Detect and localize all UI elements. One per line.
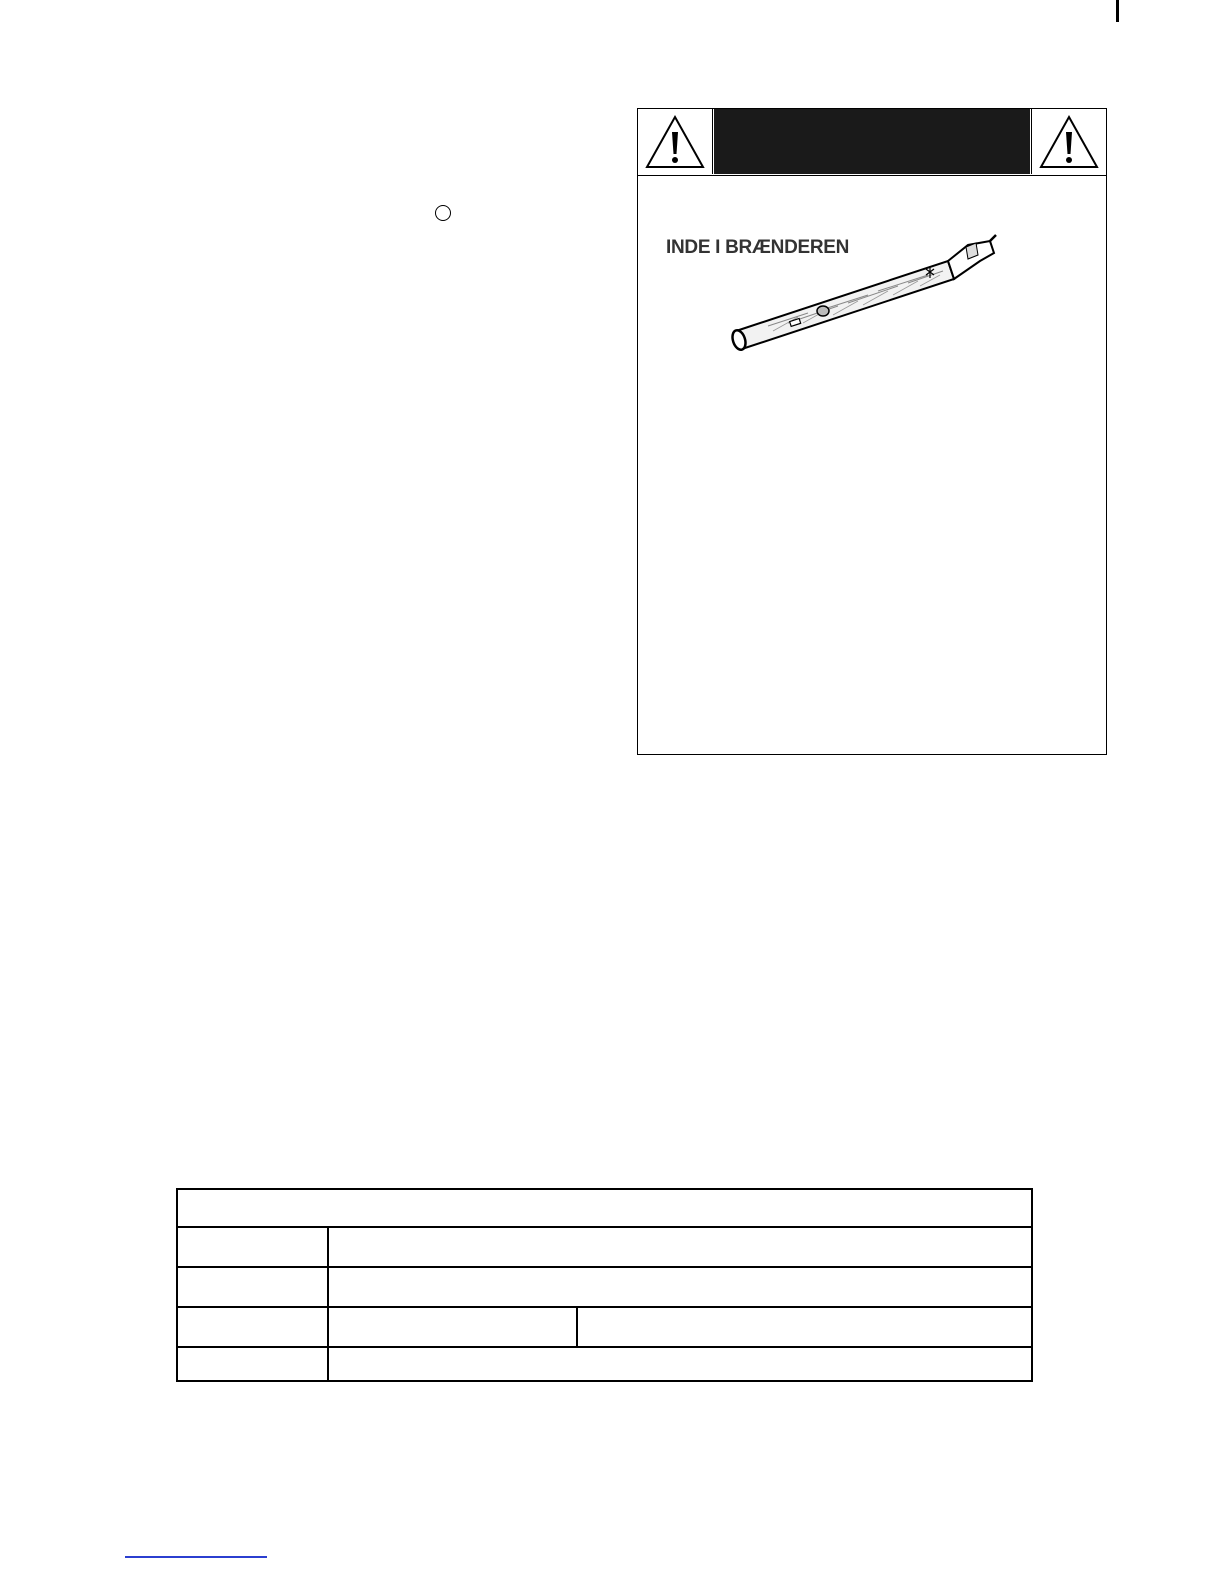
warning-triangle-icon — [638, 109, 713, 174]
table-column-divider — [327, 1226, 329, 1380]
warning-triangle-icon — [1031, 109, 1106, 174]
footnote-rule — [125, 1556, 267, 1558]
spec-table — [176, 1188, 1033, 1382]
table-row — [178, 1266, 1031, 1268]
page-edge-marker — [1116, 0, 1119, 22]
table-row — [178, 1346, 1031, 1348]
warning-box — [637, 108, 1107, 755]
circle-symbol-icon — [435, 205, 451, 221]
warning-title-bar — [714, 109, 1030, 174]
table-row — [178, 1306, 1031, 1308]
table-column-divider — [576, 1306, 578, 1346]
burner-tube-illustration — [728, 231, 1003, 361]
warning-header — [638, 109, 1106, 176]
table-row — [178, 1226, 1031, 1228]
illustration-label: INDE I BRÆNDEREN — [666, 237, 850, 258]
